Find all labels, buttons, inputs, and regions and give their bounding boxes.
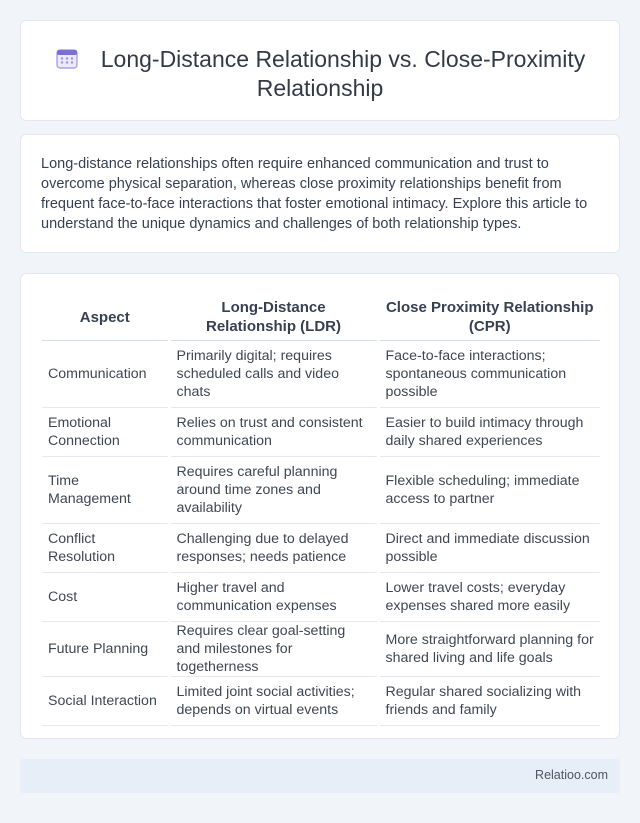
calendar-icon <box>55 46 79 70</box>
table-row <box>42 408 600 457</box>
header-aspect: Aspect <box>42 294 169 341</box>
title-line-1: Long-Distance Relationship vs. Close-Proximity <box>100 46 586 72</box>
header-cpr: Close Proximity Relationship (CPR) <box>378 294 600 341</box>
table-header-row <box>42 294 600 341</box>
table-cell-ldr: Relies on trust and consistent communication <box>169 408 378 457</box>
table-cell-ldr: Higher travel and communication expenses <box>169 573 378 622</box>
table-cell-aspect: Conflict Resolution <box>42 524 169 573</box>
table-row <box>42 677 600 726</box>
footer <box>20 759 620 793</box>
table-cell-ldr: Primarily digital; requires scheduled calls and video chats <box>169 341 378 408</box>
table-cell-ldr: Challenging due to delayed responses; needs patience <box>169 524 378 573</box>
table-cell-aspect: Cost <box>42 573 169 622</box>
table-row <box>42 622 600 677</box>
table-cell-cpr: More straightforward planning for shared living and life goals <box>378 622 600 677</box>
table-cell-ldr: Limited joint social activities; depends on virtual events <box>169 677 378 726</box>
intro-text: Long-distance relationships often require enhanced communication and trust to overcome physical separation, whereas close proximity relationships benefit from frequent face-to-face interactions that foster emotional intimacy. Explore this article to understand the unique dynamics and challenges of both relationship types. <box>41 156 588 232</box>
table-cell-cpr: Regular shared socializing with friends and family <box>378 677 600 726</box>
table-cell-aspect: Social Interaction <box>42 677 169 726</box>
table-cell-ldr: Requires careful planning around time zones and availability <box>169 457 378 524</box>
table-cell-aspect: Communication <box>42 341 169 408</box>
table-row <box>42 341 600 408</box>
title-line-2: Relationship <box>256 75 384 101</box>
header-ldr: Long-Distance Relationship (LDR) <box>169 294 378 341</box>
table-cell-cpr: Face-to-face interactions; spontaneous communication possible <box>378 341 600 408</box>
table-row <box>42 457 600 524</box>
table-cell-cpr: Lower travel costs; everyday expenses shared more easily <box>378 573 600 622</box>
table-cell-aspect: Emotional Connection <box>42 408 169 457</box>
table-row <box>42 573 600 622</box>
page-title <box>21 45 619 103</box>
table-cell-aspect: Time Management <box>42 457 169 524</box>
comparison-table-card <box>20 273 620 739</box>
title-card <box>20 20 620 121</box>
table-cell-cpr: Flexible scheduling; immediate access to partner <box>378 457 600 524</box>
table-cell-cpr: Direct and immediate discussion possible <box>378 524 600 573</box>
comparison-table <box>42 294 600 726</box>
table-cell-cpr: Easier to build intimacy through daily shared experiences <box>378 408 600 457</box>
table-cell-ldr: Requires clear goal-setting and milestones for togetherness <box>169 622 378 677</box>
table-cell-aspect: Future Planning <box>42 622 169 677</box>
table-row <box>42 524 600 573</box>
intro-card <box>20 134 620 253</box>
footer-brand: Relatioo.com <box>535 768 608 782</box>
